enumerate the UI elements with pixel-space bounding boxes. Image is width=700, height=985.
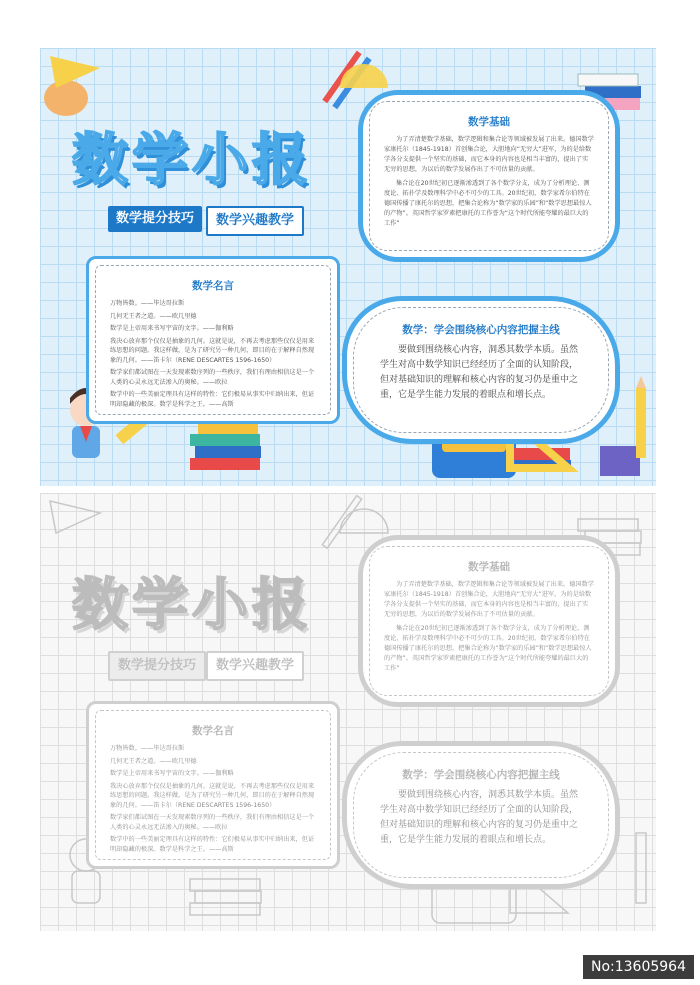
quote-line: 几何无王者之道。——欧几里德 <box>110 312 197 320</box>
quote-line: 我决心放弃那个仅仅是抽象的几何。这就是说，不再去考虑那些仅仅是用来练思想的问题。我这样做，是为了研究另一种几何，即目的在于解释自然现象的几何。——笛卡尔（RENE DESCARTES 1596-1650） <box>110 337 315 364</box>
math-quotes-title: 数学名言 <box>192 725 234 737</box>
pencil-right-icon <box>636 376 646 458</box>
quote-line: 数学是上帝用来书写宇宙的文字。——伽利略 <box>110 325 234 332</box>
math-basics-title: 数学基础 <box>468 561 510 573</box>
apple-icon <box>44 80 88 116</box>
core-content-title: 数学：学会围绕核心内容把握主线 <box>402 769 560 781</box>
quote-line: 数学中的一些美丽定理具有这样的特性：它们极易从事实中归纳出来，但证明却隐藏的极深。数学是科学之王。——高斯 <box>110 836 315 853</box>
tag-score-tips: 数学提分技巧 <box>108 651 206 681</box>
math-basics-box <box>358 535 620 707</box>
lineart-poster <box>40 493 656 931</box>
core-content-text: 要做到围绕核心内容，洞悉其数学本质。虽然学生对高中数学知识已经经历了全面的认知阶段，但对基础知识的理解和核心内容的复习仍是重中之重，它是学生能力发展的着眼点和增长点。 <box>380 790 579 845</box>
math-basics-title: 数学基础 <box>468 116 510 128</box>
image-number-watermark: No:13605964 <box>583 955 694 979</box>
pencil-right-outline-icon <box>636 833 646 903</box>
books-bottom-icon <box>190 422 261 470</box>
core-content-box <box>342 741 620 889</box>
math-quotes-title: 数学名言 <box>192 280 234 292</box>
quote-line: 数学家们都试图在一天发现素数序列的一些秩序，我们有理由相信这是一个人类的心灵永远无法渗入的奥秘。——欧拉 <box>110 814 315 831</box>
quote-line: 万物皆数。——毕达哥拉斯 <box>110 745 185 752</box>
tag-interest-teaching: 数学兴趣教学 <box>206 206 304 236</box>
core-content-text: 要做到围绕核心内容，洞悉其数学本质。虽然学生对高中数学知识已经经历了全面的认知阶段，但对基础知识的理解和核心内容的复习仍是重中之重，它是学生能力发展的着眼点和增长点。 <box>380 345 579 400</box>
ruler-outline-icon <box>50 501 100 533</box>
math-basics-paragraph-1: 为了弄清楚数学基础，数学逻辑和集合论等领域被发展了出来。德国数学家康托尔（1845-1918）首创集合论，大胆地向“无穷大”进军，为的是给数学各分支提供一个坚实的基础，而它本身的内容也是相当丰富的，提出了实无穷的思想，为以后的数学发展作出了不可估量的贡献。 <box>384 136 594 173</box>
quote-line: 数学是上帝用来书写宇宙的文字。——伽利略 <box>110 770 234 777</box>
math-basics-box <box>358 90 620 262</box>
books-bottom-outline-icon <box>190 903 260 915</box>
quote-line: 几何无王者之道。——欧几里德 <box>110 757 197 765</box>
core-content-title: 数学：学会围绕核心内容把握主线 <box>402 324 560 336</box>
quote-line: 万物皆数。——毕达哥拉斯 <box>110 300 185 307</box>
poster-title: 数学小报 <box>72 128 312 193</box>
quote-line: 我决心放弃那个仅仅是抽象的几何。这就是说，不再去考虑那些仅仅是用来练思想的问题。我这样做，是为了研究另一种几何，即目的在于解释自然现象的几何。——笛卡尔（RENE DESCARTES 1596-1650） <box>110 782 315 809</box>
quote-line: 数学家们都试图在一天发现素数序列的一些秩序，我们有理由相信这是一个人类的心灵永远无法渗入的奥秘。——欧拉 <box>110 369 315 386</box>
color-poster <box>40 48 656 486</box>
math-basics-paragraph-2: 集合论在20世纪初已逐渐渗透到了各个数学分支，成为了分析理论、测度论、拓扑学及数理科学中必不可少的工具。20世纪初，数学家希尔伯特在德国传播了康托尔的思想，把集合论称为“数学家的乐园”和“数学思想最惊人的产物”。英国哲学家罗素把康托的工作誉为“这个时代所能夸耀的最巨大的工作” <box>384 180 592 227</box>
tag-interest-teaching: 数学兴趣教学 <box>206 651 304 681</box>
math-basics-paragraph-2: 集合论在20世纪初已逐渐渗透到了各个数学分支，成为了分析理论、测度论、拓扑学及数理科学中必不可少的工具。20世纪初，数学家希尔伯特在德国传播了康托尔的思想，把集合论称为“数学家的乐园”和“数学思想最惊人的产物”。英国哲学家罗素把康托的工作誉为“这个时代所能夸耀的最巨大的工作” <box>384 625 592 672</box>
math-quotes-box <box>86 701 340 869</box>
math-quotes-box <box>86 256 340 424</box>
core-content-box <box>342 296 620 444</box>
quote-line: 数学中的一些美丽定理具有这样的特性：它们极易从事实中归纳出来，但证明却隐藏的极深。数学是科学之王。——高斯 <box>110 391 315 408</box>
poster-title: 数学小报 <box>72 573 312 638</box>
math-basics-paragraph-1: 为了弄清楚数学基础，数学逻辑和集合论等领域被发展了出来。德国数学家康托尔（1845-1918）首创集合论，大胆地向“无穷大”进军，为的是给数学各分支提供一个坚实的基础，而它本身的内容也是相当丰富的，提出了实无穷的思想，为以后的数学发展作出了不可估量的贡献。 <box>384 581 594 618</box>
protractor-outline-icon <box>340 509 388 533</box>
tag-score-tips: 数学提分技巧 <box>108 206 202 232</box>
